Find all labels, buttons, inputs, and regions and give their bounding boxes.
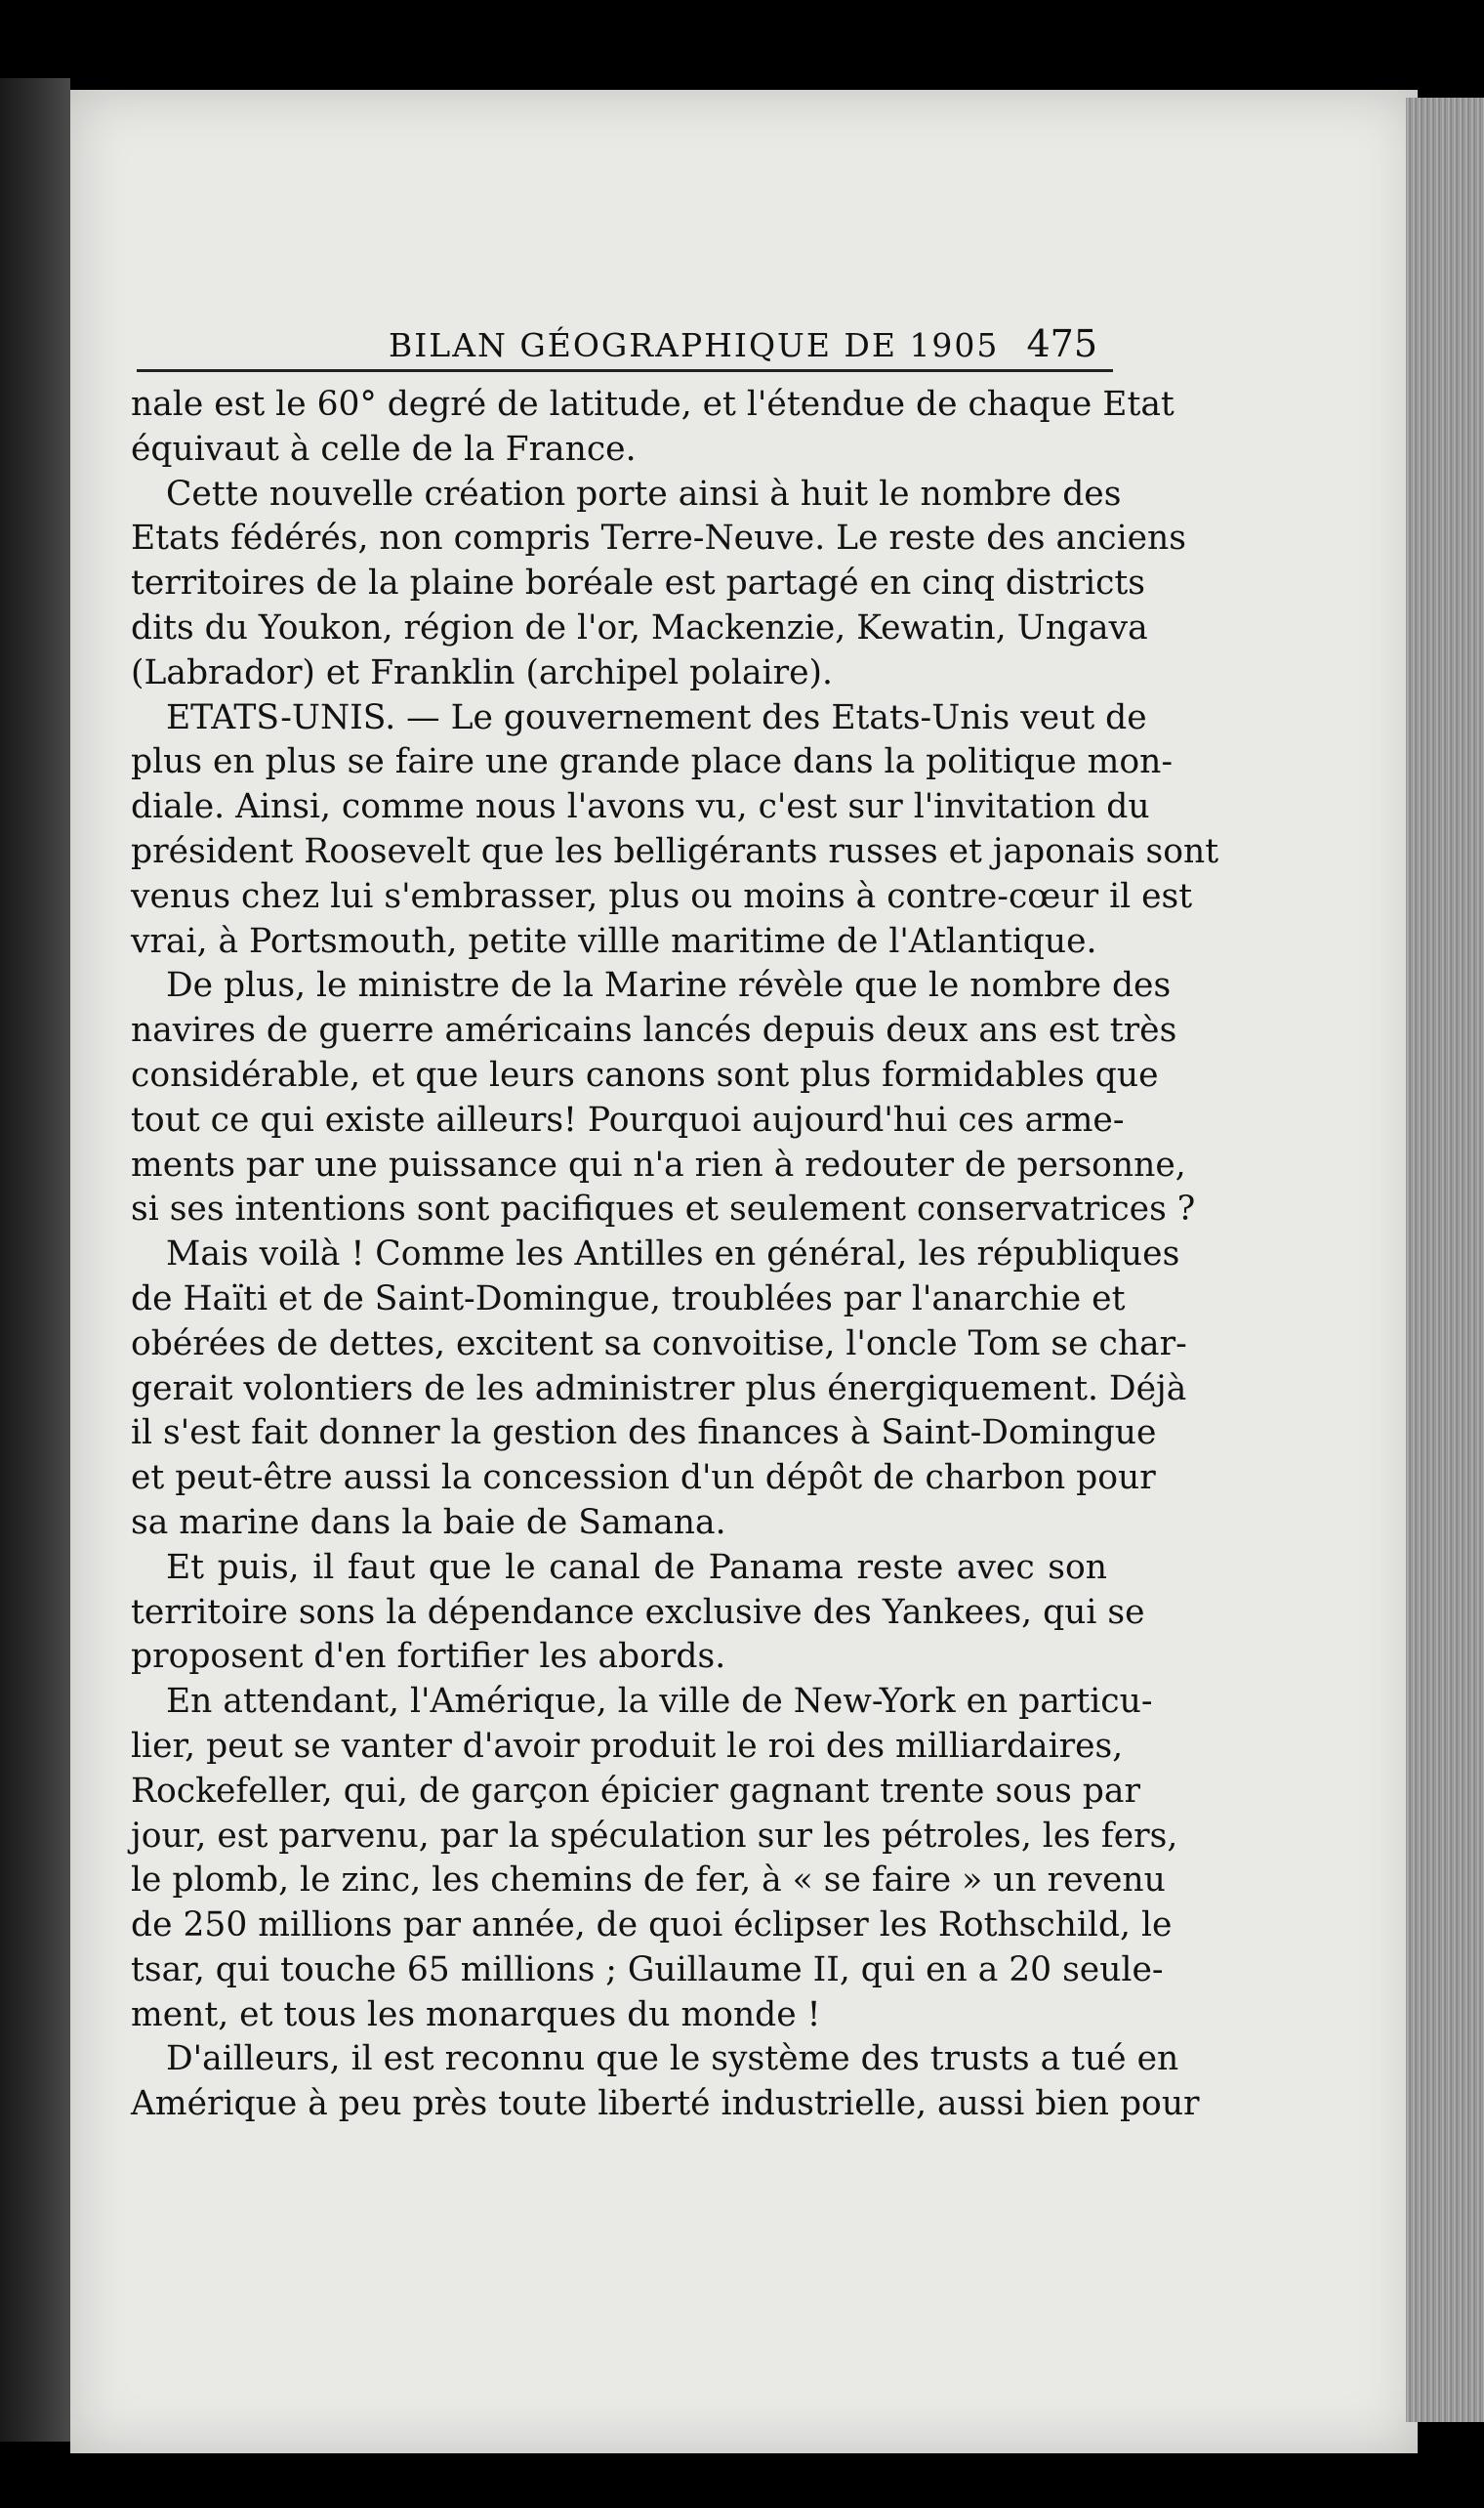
text-line: navires de guerre américains lancés depuis deux ans est très: [131, 1011, 1177, 1051]
body-text: [131, 383, 1219, 2190]
text-line: nale est le 60° degré de latitude, et l'étendue de chaque Etat: [131, 385, 1175, 424]
text-line: territoire sons la dépendance exclusive des Yankees, qui se: [131, 1592, 1145, 1632]
text-line: proposent d'en fortifier les abords.: [131, 1637, 726, 1677]
text-line: Rockefeller, qui, de garçon épicier gagnant trente sous par: [131, 1771, 1140, 1811]
text-line: jour, est parvenu, par la spéculation sur les pétroles, les fers,: [131, 1816, 1178, 1856]
text-line: si ses intentions sont pacifiques et seulement conservatrices ?: [131, 1190, 1196, 1230]
text-line: il s'est fait donner la gestion des finances à Saint-Domingue: [131, 1413, 1157, 1453]
page-stack-edge: [1406, 98, 1484, 2422]
text-line: De plus, le ministre de la Marine révèle que le nombre des: [166, 966, 1172, 1006]
text-line: équivaut à celle de la France.: [131, 429, 637, 469]
text-line: tout ce qui existe ailleurs! Pourquoi aujourd'hui ces arme-: [131, 1100, 1125, 1140]
running-head: BILAN GÉOGRAPHIQUE DE 1905: [389, 326, 1000, 364]
text-line: plus en plus se faire une grande place dans la politique mon-: [131, 742, 1173, 782]
text-line: ment, et tous les monarques du monde !: [131, 1994, 821, 2034]
text-line: président Roosevelt que les belligérants russes et japonais sont: [131, 831, 1219, 871]
text-line: lier, peut se vanter d'avoir produit le roi des milliardaires,: [131, 1726, 1124, 1766]
text-line: ETATS-UNIS. — Le gouvernement des Etats-Unis veut de: [166, 697, 1147, 737]
text-line: venus chez lui s'embrasser, plus ou moins à contre-cœur il est: [131, 876, 1193, 916]
text-line: le plomb, le zinc, les chemins de fer, à « se faire » un revenu: [131, 1860, 1166, 1901]
text-line: Mais voilà ! Comme les Antilles en général, les républiques: [166, 1234, 1180, 1275]
book-left-page-edge: [0, 78, 70, 2442]
text-line: tsar, qui touche 65 millions ; Guillaume II, qui en a 20 seule-: [131, 1949, 1164, 1989]
text-line: sa marine dans la baie de Samana.: [131, 1502, 726, 1542]
text-line: Amérique à peu près toute liberté industrielle, aussi bien pour: [131, 2084, 1200, 2124]
page-header: [137, 314, 1103, 373]
text-line: vrai, à Portsmouth, petite villle maritime de l'Atlantique.: [131, 921, 1097, 961]
text-line: (Labrador) et Franklin (archipel polaire).: [131, 652, 833, 692]
text-line: obérées de dettes, excitent sa convoitise, l'oncle Tom se char-: [131, 1323, 1187, 1363]
text-line: territoires de la plaine boréale est partagé en cinq districts: [131, 564, 1145, 604]
text-line: D'ailleurs, il est reconnu que le système des trusts a tué en: [166, 2039, 1179, 2079]
text-line: de 250 millions par année, de quoi éclipser les Rothschild, le: [131, 1905, 1173, 1945]
header-rule: [137, 369, 1113, 372]
text-line: Et puis, il faut que le canal de Panama reste avec son: [166, 1547, 1107, 1587]
text-line: ments par une puissance qui n'a rien à redouter de personne,: [131, 1145, 1186, 1185]
text-line: Etats fédérés, non compris Terre-Neuve. Le reste des anciens: [131, 519, 1186, 559]
text-line: diale. Ainsi, comme nous l'avons vu, c'est sur l'invitation du: [131, 787, 1150, 827]
text-line: En attendant, l'Amérique, la ville de New-York en particu-: [166, 1682, 1153, 1722]
text-line: gerait volontiers de les administrer plus énergiquement. Déjà: [131, 1368, 1187, 1408]
text-line: Cette nouvelle création porte ainsi à huit le nombre des: [166, 474, 1122, 514]
text-line: considérable, et que leurs canons sont plus formidables que: [131, 1055, 1159, 1095]
text-line: dits du Youkon, région de l'or, Mackenzie, Kewatin, Ungava: [131, 607, 1148, 648]
page-number: 475: [1026, 322, 1097, 365]
text-line: de Haïti et de Saint-Domingue, troublées par l'anarchie et: [131, 1278, 1126, 1318]
text-line: et peut-être aussi la concession d'un dépôt de charbon pour: [131, 1458, 1156, 1498]
